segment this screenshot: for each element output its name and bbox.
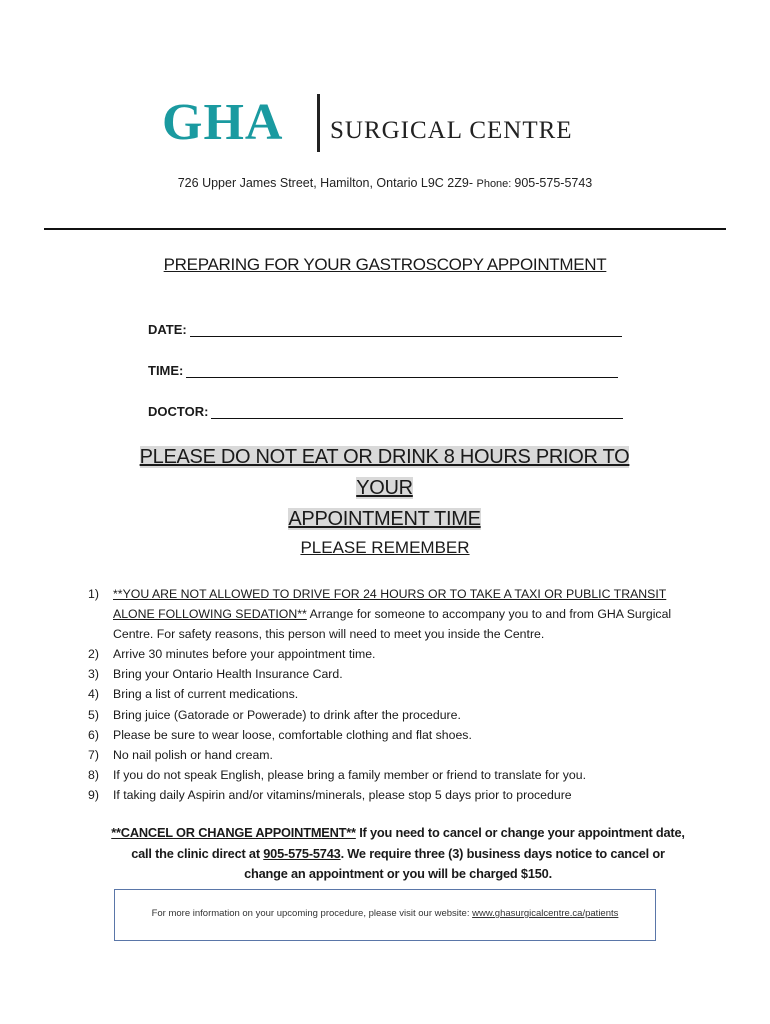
list-item: 2) Arrive 30 minutes before your appointment time. (88, 647, 376, 662)
doctor-label: DOCTOR: (148, 404, 209, 419)
doctor-field (148, 404, 623, 419)
gha-logo (162, 92, 622, 154)
warning-line-2: APPOINTMENT TIME (288, 508, 481, 530)
list-item: 1) **YOU ARE NOT ALLOWED TO DRIVE FOR 24 HOURS OR TO TAKE A TAXI OR PUBLIC TRANSIT ALONE FOLLOWING SEDATION** Arrange for someone to accompany you to and from GHA Surgical Centre. For safety reasons, this person will need to meet you inside the Centre. (88, 587, 672, 642)
sedation-warning: **YOU ARE NOT ALLOWED TO DRIVE FOR 24 HOURS OR TO TAKE A TAXI OR PUBLIC TRANSIT ALONE FOLLOWING SEDATION** (113, 587, 667, 622)
phone-label: Phone: (476, 178, 515, 190)
list-item: 6) Please be sure to wear loose, comfortable clothing and flat shoes. (88, 727, 472, 742)
more-info-text: For more information on your upcoming procedure, please visit our website: www.ghasurgicalcentre.ca/patients (151, 908, 619, 919)
time-field (148, 363, 618, 378)
time-blank-line[interactable] (186, 365, 618, 378)
list-item: 4) Bring a list of current medications. (88, 687, 299, 702)
logo-subtitle: SURGICAL CENTRE (330, 117, 573, 144)
clinic-phone-link[interactable]: 905-575-5743 (263, 845, 341, 861)
list-item: 3) Bring your Ontario Health Insurance Card. (88, 667, 343, 682)
cancellation-policy: **CANCEL OR CHANGE APPOINTMENT** If you need to cancel or change your appointment date, call the clinic direct at 905-575-5743. We require three (3) business days notice to cancel or change an appointment or you will be charged $150. (111, 825, 685, 881)
more-info-box (114, 889, 656, 941)
logo-wordmark: GHA (162, 94, 284, 151)
instructions-list (88, 584, 688, 805)
time-label: TIME: (148, 363, 184, 378)
remember-heading: PLEASE REMEMBER (300, 538, 470, 557)
cancel-heading: **CANCEL OR CHANGE APPOINTMENT** (111, 825, 356, 840)
list-item: 7) No nail polish or hand cream. (88, 747, 273, 762)
address-text: 726 Upper James Street, Hamilton, Ontario L9C 2Z9- (177, 176, 477, 190)
list-item: 8) If you do not speak English, please bring a family member or friend to translate for you. (88, 767, 586, 782)
clinic-address (0, 176, 770, 190)
date-blank-line[interactable] (190, 324, 622, 337)
warning-line-1: PLEASE DO NOT EAT OR DRINK 8 HOURS PRIOR TO YOUR (139, 446, 630, 499)
logo-divider (317, 94, 320, 152)
website-link[interactable]: www.ghasurgicalcentre.ca/patients (472, 908, 619, 919)
doctor-blank-line[interactable] (211, 406, 623, 419)
date-label: DATE: (148, 322, 187, 337)
date-field (148, 322, 622, 337)
header-divider (44, 228, 726, 230)
fasting-warning (132, 442, 637, 535)
phone-number: 905-575-5743 (514, 176, 593, 190)
list-item: 9) If taking daily Aspirin and/or vitamins/minerals, please stop 5 days prior to procedure (88, 787, 572, 802)
page-title: PREPARING FOR YOUR GASTROSCOPY APPOINTMENT (163, 255, 607, 274)
list-item: 5) Bring juice (Gatorade or Powerade) to drink after the procedure. (88, 707, 461, 722)
